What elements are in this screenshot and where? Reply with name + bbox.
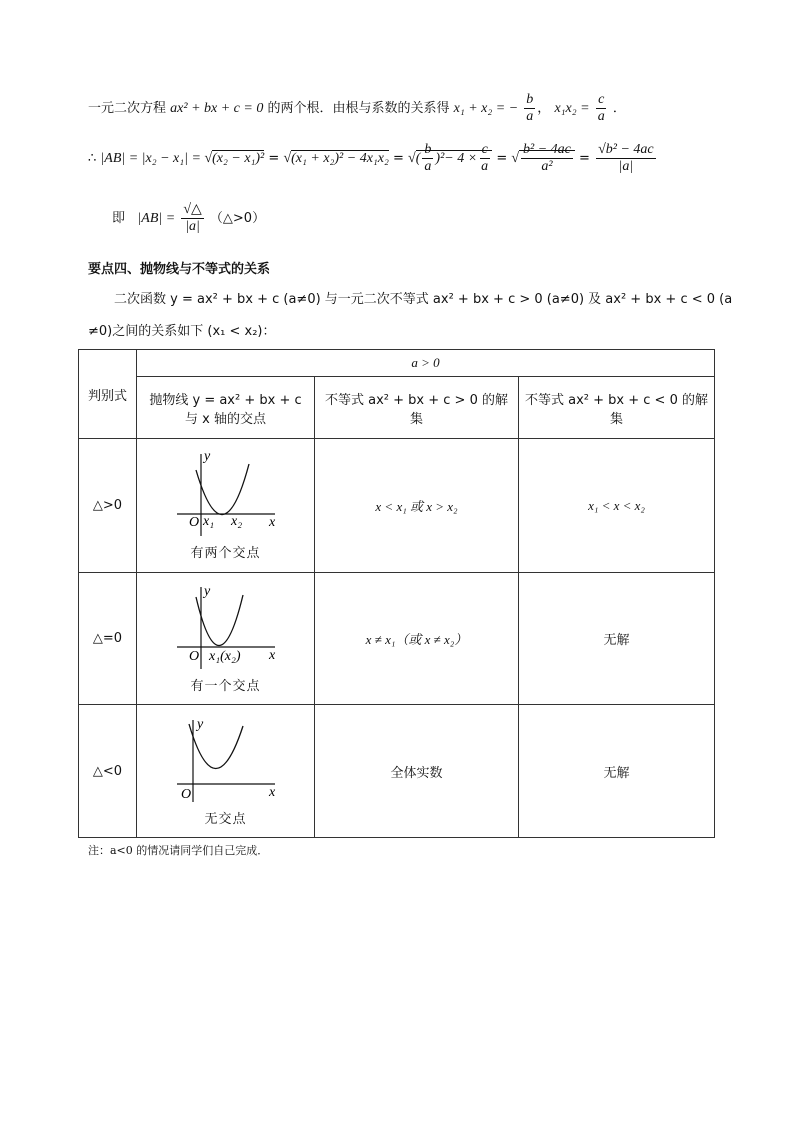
gt-solution: x ≠ x₁（或 x ≠ x₂） — [315, 573, 519, 705]
fraction-c-over-a — [596, 92, 607, 125]
lt-solution: 无解 — [519, 705, 715, 838]
numerator-c: c — [598, 92, 605, 107]
table-row — [79, 439, 715, 573]
equals-4: = — [496, 151, 512, 166]
denominator-a-2: a — [597, 109, 605, 124]
disc-denominator: a² — [541, 159, 553, 175]
x12-label: x₁(x₂) — [208, 649, 240, 664]
delta-condition: （△>0） — [209, 211, 266, 226]
gt-solution: x < x₁ 或 x > x₂ — [315, 439, 519, 573]
y-label: y — [196, 716, 203, 732]
delta-numerator: √△ — [183, 202, 202, 217]
disc-cell: △=0 — [79, 573, 137, 705]
header-parabola: 抛物线 y = ax² + bx + c 与 x 轴的交点 — [137, 377, 315, 439]
equals-3: = — [393, 151, 409, 166]
frac-b: b — [424, 142, 432, 158]
table-row — [79, 705, 715, 838]
header-discriminant: 判别式 — [79, 350, 137, 439]
lt-solution: 无解 — [519, 573, 715, 705]
equals-2: = — [268, 151, 284, 166]
x-label: x — [268, 648, 275, 663]
lt-solution: x₁ < x < x₂ — [519, 439, 715, 573]
delta-fraction — [181, 202, 203, 235]
parabola-curve — [196, 595, 243, 646]
paragraph-line-2: ≠0)之间的关系如下 (x₁ < x₂)： — [88, 324, 276, 339]
sqrt-diff: √(x₂ − x₁)² — [204, 151, 265, 166]
origin-label: O — [180, 786, 191, 802]
sum-of-roots: x₁ + x₂ = − — [453, 101, 519, 116]
paragraph-line-1: 二次函数 y = ax² + bx + c (a≠0) 与一元二次不等式 ax² + bx + c > 0 (a≠0) 及 ax² + bx + c < 0 (a — [114, 292, 733, 307]
x-label: x — [268, 515, 275, 530]
period: ． — [612, 101, 626, 116]
footnote: 注：a<0 的情况请同学们自己完成． — [88, 844, 269, 857]
final-fraction — [596, 142, 656, 175]
text-ji: 即 — [112, 211, 126, 226]
y-label: y — [203, 584, 210, 599]
y-label: y — [203, 450, 210, 464]
graph-caption: 有一个交点 — [190, 679, 261, 694]
disc-cell: △>0 — [79, 439, 137, 573]
parabola-one-root-graph — [171, 583, 281, 673]
text-relation: 的两个根．由根与系数的关系得 — [267, 101, 450, 116]
disc-cell: △<0 — [79, 705, 137, 838]
origin-label: O — [188, 515, 199, 530]
parabola-no-root-graph — [171, 716, 281, 806]
frac-a-2: a — [481, 159, 489, 175]
delta-denominator: |a| — [185, 219, 200, 234]
x-label: x — [268, 784, 275, 800]
fraction-b-over-a — [524, 92, 535, 125]
therefore-symbol: ∴ — [88, 151, 97, 166]
formula-line-3 — [112, 202, 265, 235]
graph-cell — [137, 705, 315, 838]
quadratic-equation: ax² + bx + c = 0 — [170, 101, 264, 116]
header-inequality-gt: 不等式 ax² + bx + c > 0 的解集 — [315, 377, 519, 439]
origin-label: O — [188, 649, 199, 664]
sqrt-sum-body: (x₁ + x₂)² − 4x₁x₂ — [291, 151, 389, 166]
ab-distance: |AB| = |x₂ − x₁| = — [100, 151, 205, 166]
final-numerator: √b² − 4ac — [598, 142, 654, 157]
sqrt-sum: √(x₁ + x₂)² − 4x₁x₂ — [283, 151, 389, 166]
graph-caption: 无交点 — [204, 811, 247, 827]
numerator-b: b — [526, 92, 534, 107]
graph-caption: 有两个交点 — [190, 546, 261, 561]
final-denominator: |a| — [618, 159, 634, 174]
product-of-roots: x₁x₂ = — [554, 101, 590, 116]
header-inequality-lt: 不等式 ax² + bx + c < 0 的解集 — [519, 377, 715, 439]
sqrt-frac: √( $\frac{b}{a}$ )²− 4 × $\frac{c}{a}$ — [408, 150, 492, 166]
text-prefix: 一元二次方程 — [88, 101, 167, 116]
formula-line-2 — [88, 142, 658, 175]
sqrt-diff-body: (x₂ − x₁)² — [212, 151, 265, 166]
section-heading: 要点四、抛物线与不等式的关系 — [88, 262, 271, 277]
header-a-positive: a > 0 — [137, 350, 715, 377]
graph-cell — [137, 573, 315, 705]
x2-label: x₂ — [230, 514, 242, 529]
parabola-curve — [196, 464, 249, 515]
x1-label: x₁ — [202, 514, 214, 529]
frac-c: c — [481, 142, 488, 158]
formula-line-1: 一元二次方程 ax² + bx + c = 0 的两个根．由根与系数的关系得 x₁ + x₂ = − $\frac{b}{a}$ ， x₁x₂ = $\frac{c}{a}$ ． — [88, 92, 626, 124]
ab-label: |AB| = — [137, 211, 176, 226]
relation-table — [78, 349, 715, 838]
gt-solution: 全体实数 — [315, 705, 519, 838]
graph-cell — [137, 439, 315, 573]
sqrt-disc-frac: √ $\frac{\text{b² − 4ac}}{\text{a²}}$ — [511, 150, 575, 166]
table-row — [79, 573, 715, 705]
parabola-two-roots-graph — [171, 450, 281, 540]
disc-numerator: b² − 4ac — [523, 142, 571, 158]
equals-5: = — [579, 151, 595, 166]
denominator-a: a — [526, 109, 534, 124]
frac-a: a — [424, 159, 432, 175]
minus-four-times: − 4 × — [444, 151, 478, 166]
